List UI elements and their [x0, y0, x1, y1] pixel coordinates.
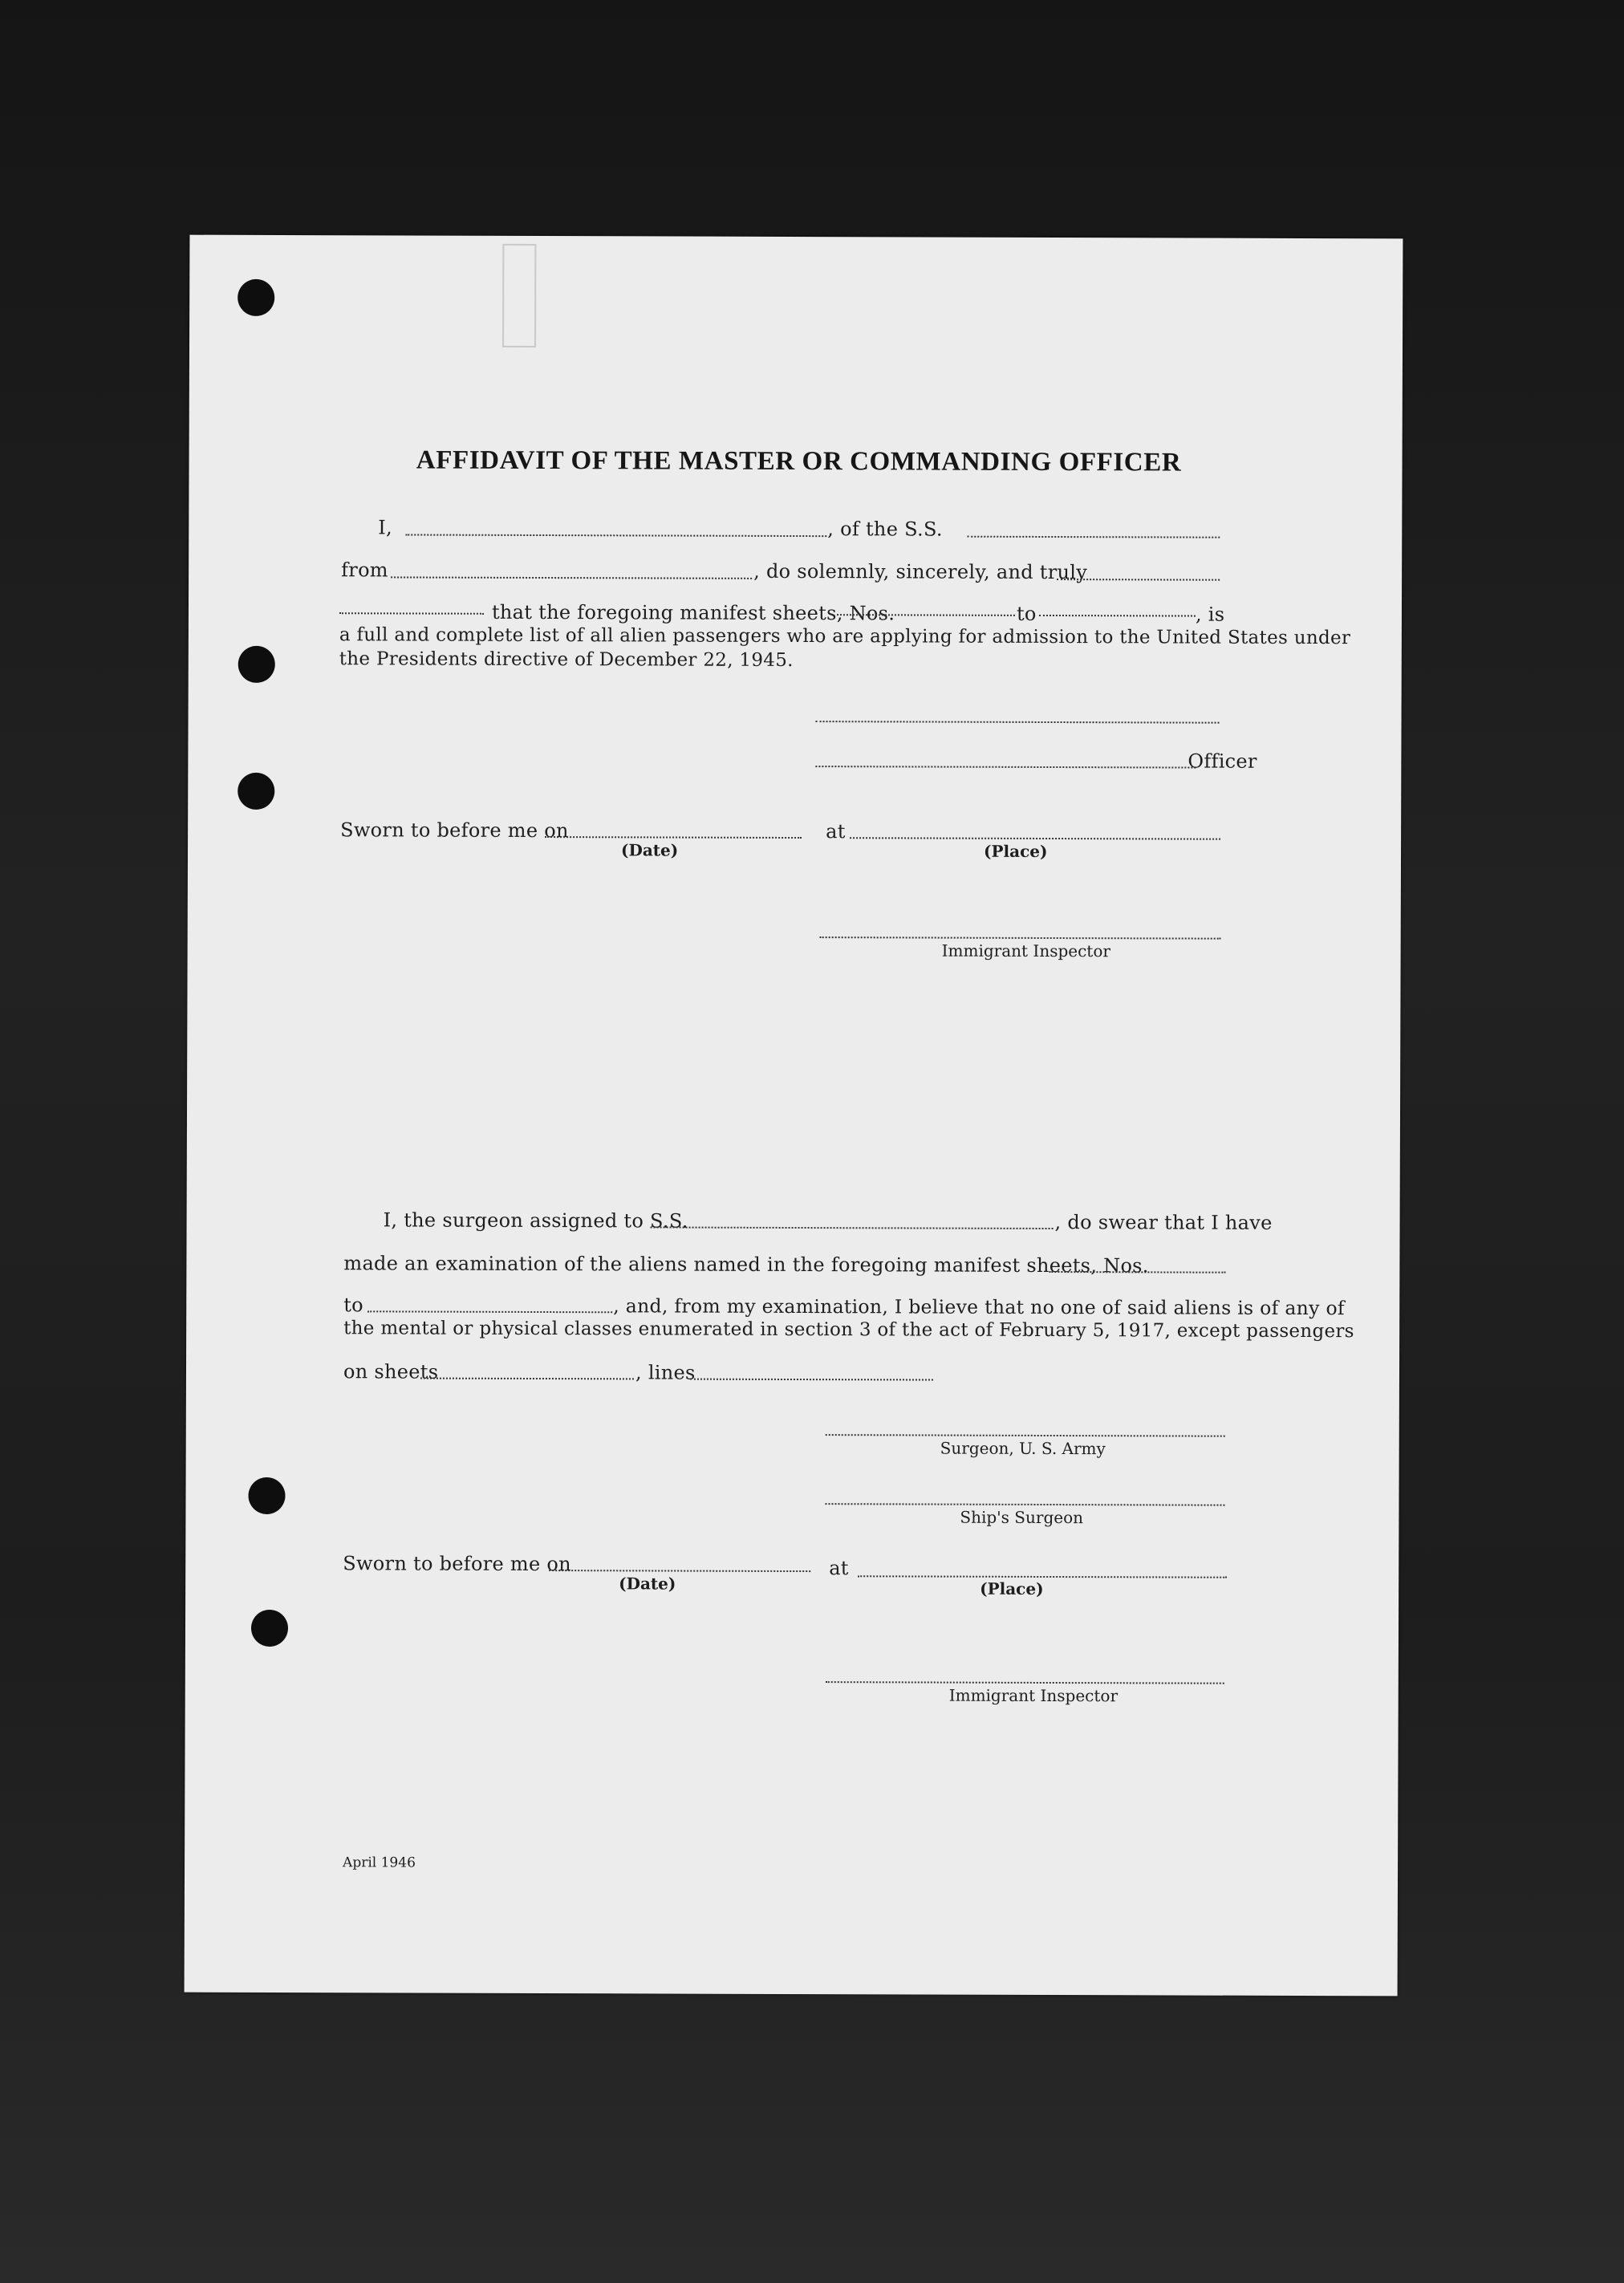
document-title: AFFIDAVIT OF THE MASTER OR COMMANDING OFFICER	[416, 445, 1182, 477]
binder-hole	[238, 646, 275, 683]
surgeon-do-swear-label: , do swear that I have	[1054, 1211, 1273, 1234]
surgeon-belief-statement: , and, from my examination, I believe that no one of said aliens is of any of	[613, 1294, 1345, 1320]
master-i-label: I,	[378, 516, 393, 539]
master-name-field[interactable]	[405, 534, 826, 537]
surgeon-on-sheets-label: on sheets	[343, 1360, 439, 1383]
surgeon-lines-label: , lines	[635, 1361, 696, 1384]
master-from-label: from	[341, 559, 388, 582]
master-manifest-nos-to-field[interactable]	[1039, 615, 1196, 617]
master-is-label: , is	[1195, 603, 1225, 626]
surgeon-classes-statement: the mental or physical classes enumerated in section 3 of the act of February 5, 1917, except passengers	[343, 1318, 1354, 1343]
surgeon-examination-label: made an examination of the aliens named in the foregoing manifest sheets, Nos.	[343, 1252, 1149, 1278]
master-statement-line-2: the Presidents directive of December 22, 1945.	[339, 648, 794, 671]
officer-signature-line-1[interactable]	[816, 721, 1220, 724]
officer-signature-line-2[interactable]	[815, 766, 1196, 768]
binder-hole	[238, 773, 274, 810]
binder-hole	[238, 279, 274, 316]
surgeon-place-caption: (Place)	[980, 1578, 1044, 1599]
master-place-caption: (Place)	[983, 841, 1048, 861]
master-oath-word-field[interactable]	[339, 612, 484, 615]
officer-label: Officer	[1188, 749, 1257, 773]
master-of-ss-label: , of the S.S.	[827, 518, 943, 541]
ships-surgeon-caption: Ship's Surgeon	[960, 1507, 1084, 1528]
affidavit-page	[185, 235, 1403, 1997]
surgeon-sheets-field[interactable]	[420, 1378, 634, 1380]
master-manifest-nos-label: that the foregoing manifest sheets, Nos.	[491, 600, 895, 625]
master-sworn-date-field[interactable]	[545, 836, 802, 839]
master-sworn-label: Sworn to before me on	[340, 819, 569, 843]
surgeon-sworn-date-field[interactable]	[549, 1570, 810, 1572]
surgeon-ship-name-field[interactable]	[651, 1226, 1054, 1229]
surgeon-at-label: at	[829, 1557, 849, 1580]
surgeon-sworn-label: Sworn to before me on	[343, 1552, 572, 1576]
surgeon-army-signature-line[interactable]	[826, 1434, 1225, 1437]
master-inspector-signature-line[interactable]	[820, 936, 1221, 940]
surgeon-army-caption: Surgeon, U. S. Army	[940, 1438, 1106, 1459]
master-date-caption: (Date)	[621, 840, 679, 860]
binder-hole	[248, 1477, 285, 1514]
surgeon-sworn-place-field[interactable]	[858, 1575, 1227, 1578]
master-ship-name-field[interactable]	[967, 536, 1220, 538]
surgeon-assigned-label: I, the surgeon assigned to S.S.	[383, 1209, 688, 1233]
binder-hole	[251, 1610, 288, 1647]
master-sworn-place-field[interactable]	[850, 837, 1220, 839]
master-do-solemnly-label: , do solemnly, sincerely, and truly	[753, 559, 1088, 584]
surgeon-manifest-nos-to-field[interactable]	[367, 1310, 612, 1313]
surgeon-inspector-caption: Immigrant Inspector	[948, 1685, 1119, 1706]
surgeon-date-caption: (Date)	[619, 1574, 676, 1594]
form-date-footer: April 1946	[343, 1854, 416, 1871]
surgeon-lines-field[interactable]	[690, 1379, 933, 1381]
master-statement-line-1: a full and complete list of all alien passengers who are applying for admission to the United States under	[339, 624, 1351, 649]
ships-surgeon-signature-line[interactable]	[825, 1503, 1224, 1506]
master-to-label: to	[1016, 602, 1037, 625]
master-inspector-caption: Immigrant Inspector	[941, 940, 1110, 961]
master-from-port-field[interactable]	[391, 576, 752, 579]
surgeon-to-label: to	[343, 1294, 364, 1317]
surgeon-inspector-signature-line[interactable]	[826, 1681, 1224, 1684]
faint-stamp-mark	[502, 244, 536, 347]
master-at-label: at	[826, 820, 846, 843]
